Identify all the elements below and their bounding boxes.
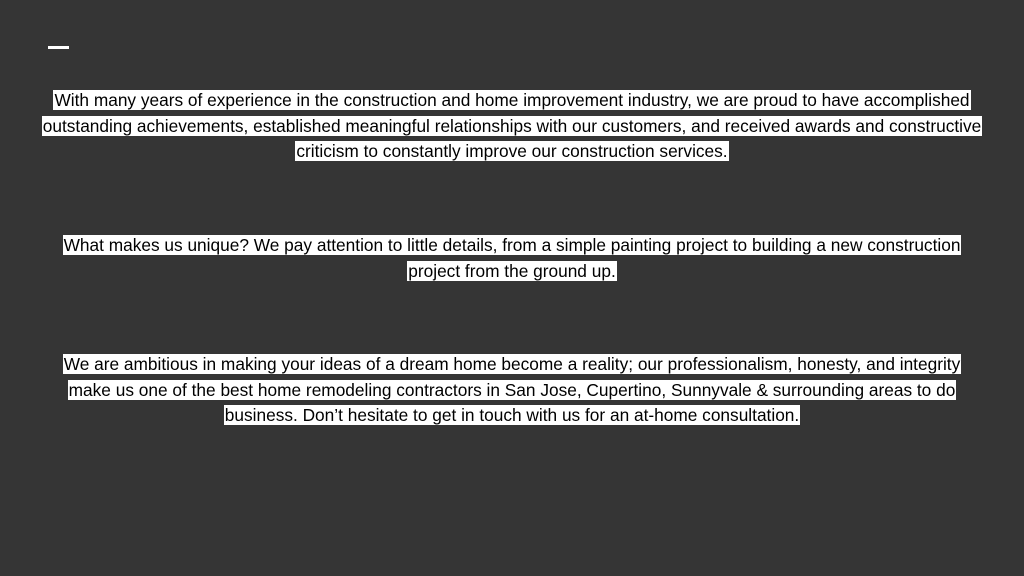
paragraph-unique — [40, 233, 984, 284]
paragraph-ambitious — [40, 352, 984, 429]
title-accent-bar — [48, 46, 69, 49]
paragraph-experience-text: With many years of experience in the construction and home improvement industry, we are proud to have accomplished outstanding achievements, established meaningful relationships with our customers, and received awards and constructive criticism to constantly improve our construction services. — [42, 90, 982, 161]
paragraph-unique-text: What makes us unique? We pay attention to little details, from a simple painting project to building a new construction project from the ground up. — [63, 235, 961, 281]
paragraph-experience — [40, 88, 984, 165]
paragraph-ambitious-text: We are ambitious in making your ideas of a dream home become a reality; our professionalism, honesty, and integrity make us one of the best home remodeling contractors in San Jose, Cupertino, Sunnyvale & surrounding areas to do business. Don’t hesitate to get in touch with us for an at-home consultation. — [63, 354, 961, 425]
